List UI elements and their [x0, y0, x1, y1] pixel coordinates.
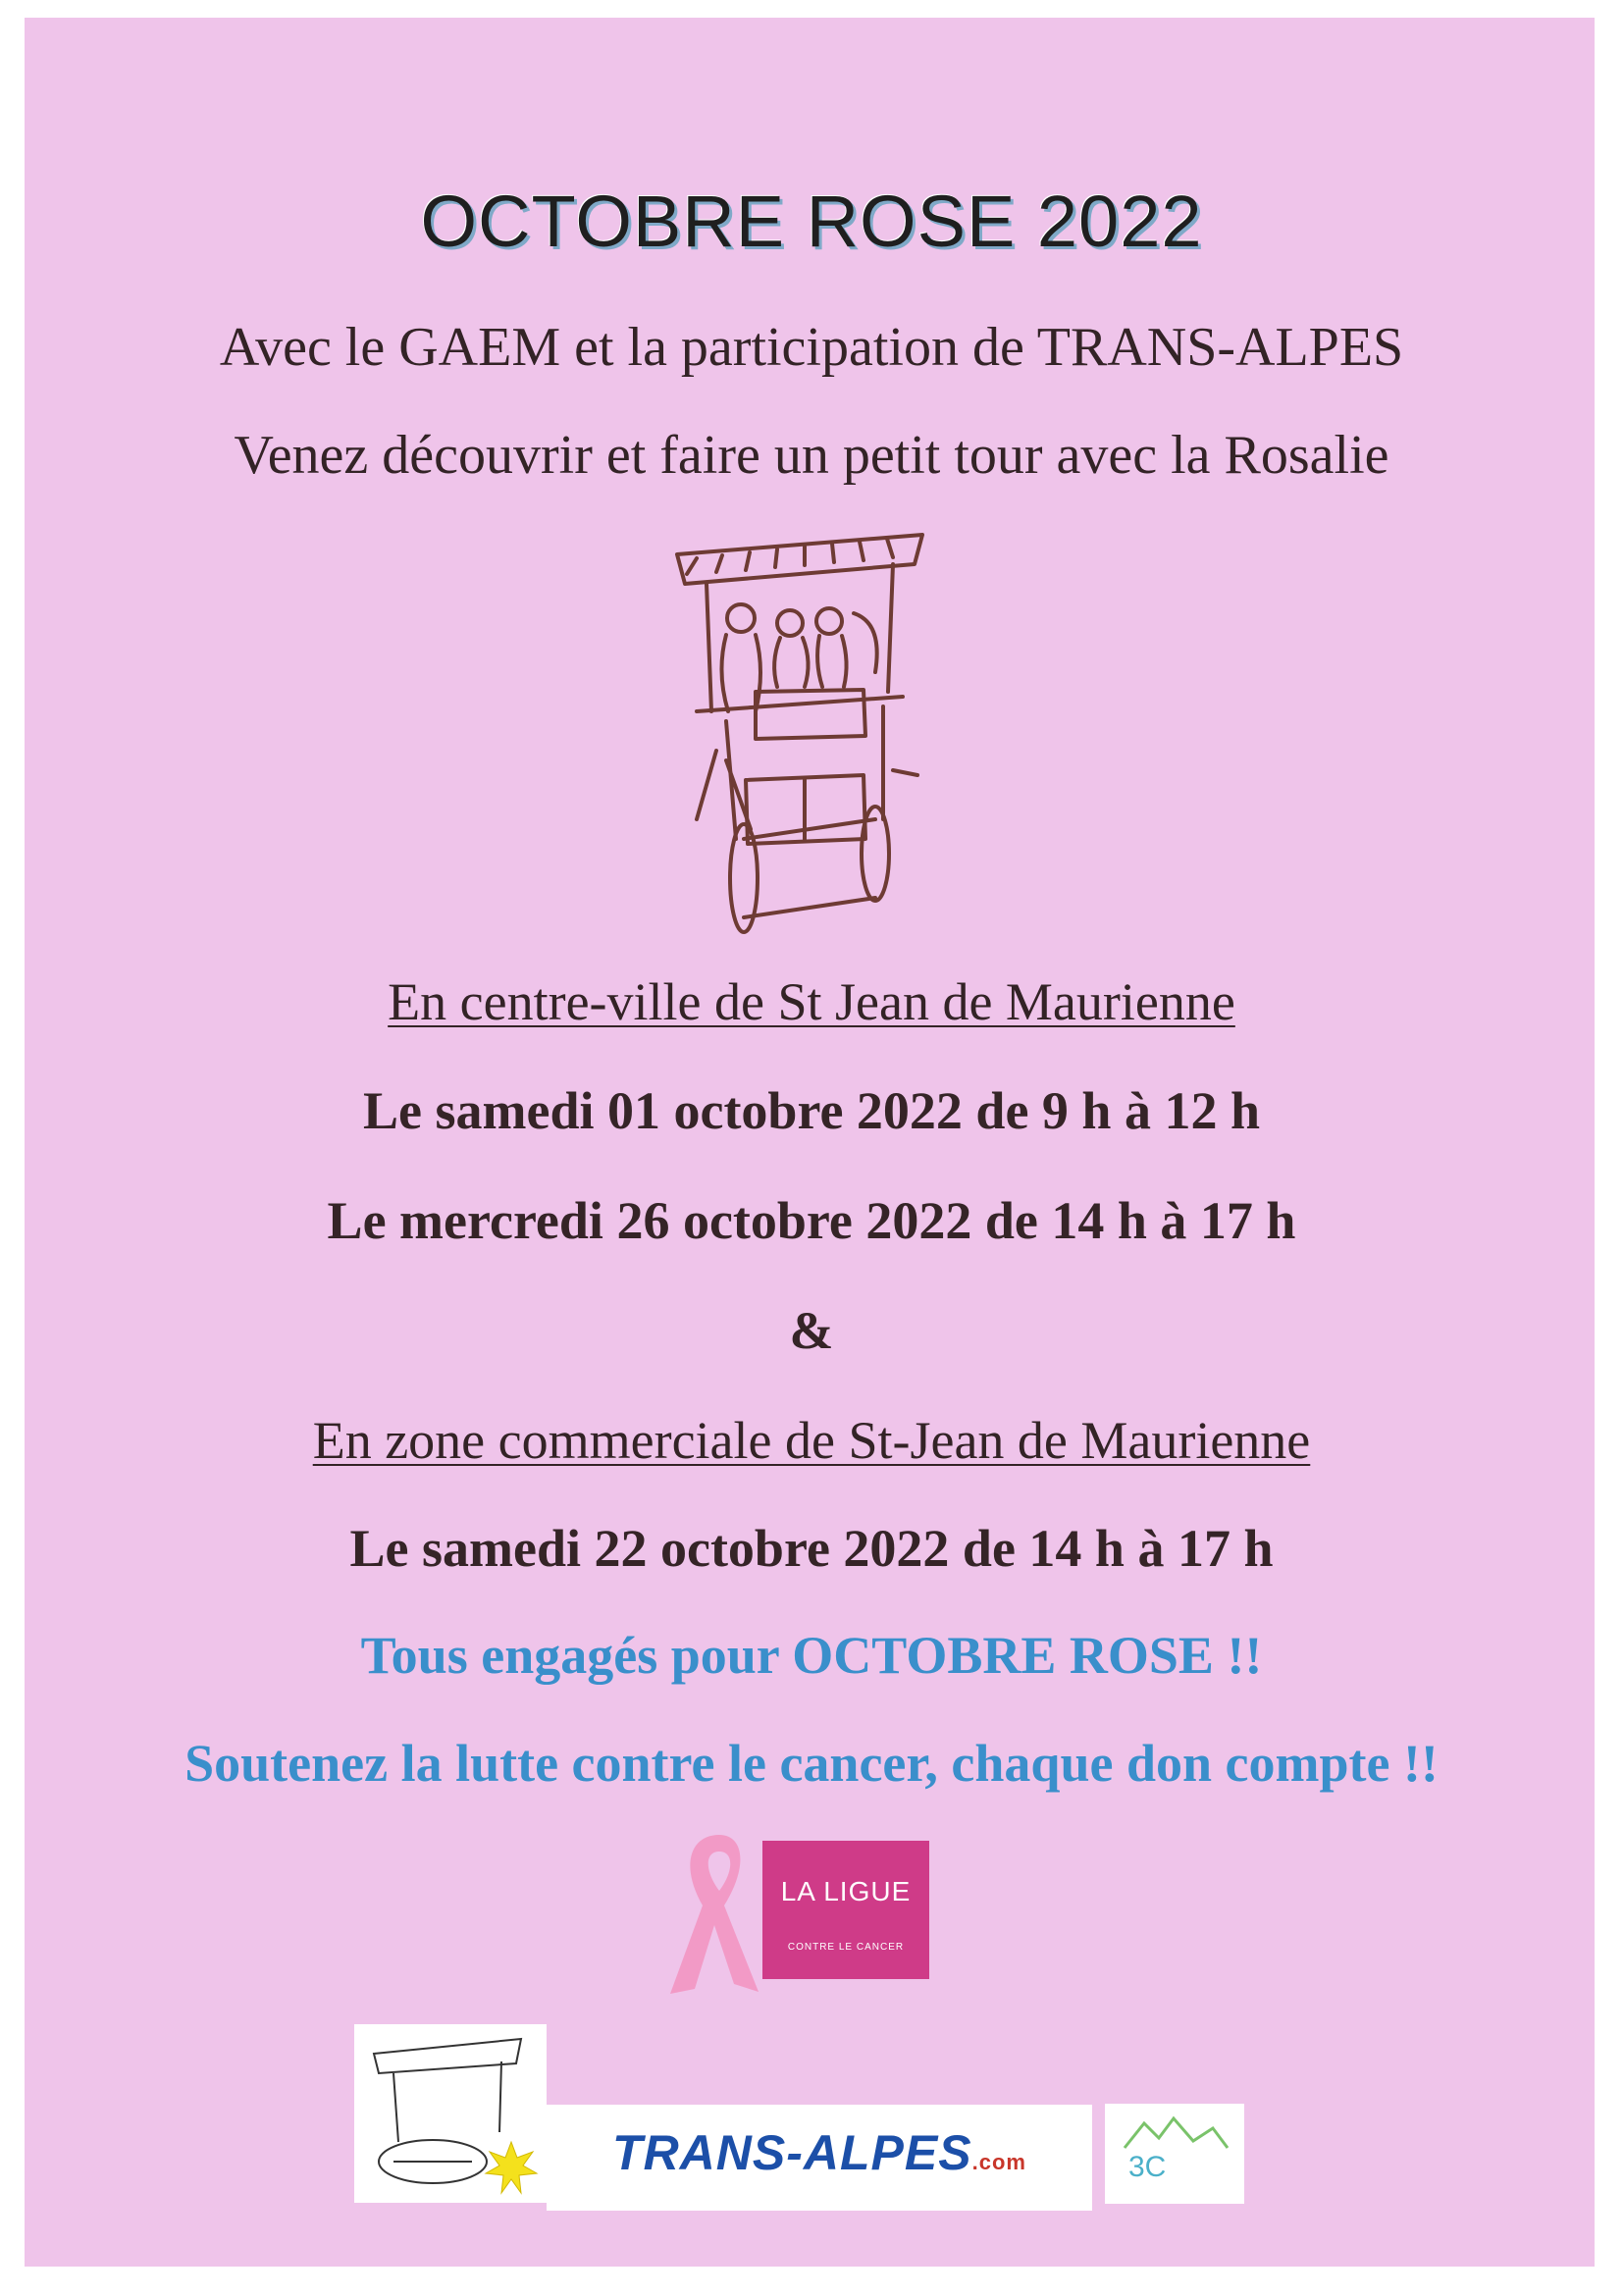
trans-alpes-suffix: .com: [971, 2150, 1026, 2174]
gaem-emblem-icon: [354, 2024, 547, 2203]
mountain-icon: [1105, 2104, 1244, 2204]
pink-ribbon-icon: [665, 1827, 763, 2004]
trans-alpes-logo: [547, 2105, 1092, 2211]
date-saturday-22: Le samedi 22 octobre 2022 de 14 h à 17 h: [349, 1519, 1274, 1578]
date-wednesday-26: Le mercredi 26 octobre 2022 de 14 h à 17 h: [327, 1191, 1296, 1250]
slogan-donate: Soutenez la lutte contre le cancer, chaque don compte !!: [184, 1734, 1439, 1793]
la-ligue-logo: [762, 1841, 929, 1979]
partner-3c-text: 3C: [1128, 2151, 1167, 2183]
ligue-subtitle: CONTRE LE CANCER: [787, 1942, 905, 1953]
gaem-logo: [354, 2024, 547, 2203]
partner-3c-logo: [1105, 2104, 1244, 2204]
date-saturday-01: Le samedi 01 octobre 2022 de 9 h à 12 h: [363, 1081, 1260, 1140]
ligue-name: LA LIGUE: [780, 1876, 912, 1906]
slogan-engaged: Tous engagés pour OCTOBRE ROSE !!: [360, 1626, 1263, 1685]
trans-alpes-wordmark: [547, 2124, 1092, 2181]
ampersand: &: [789, 1301, 834, 1360]
trans-alpes-name: TRANS-ALPES: [612, 2125, 972, 2180]
location-city-center: En centre-ville de St Jean de Maurienne: [388, 972, 1235, 1031]
poster-title: OCTOBRE ROSE 2022: [420, 181, 1203, 262]
intro-line-2: Venez découvrir et faire un petit tour avec la Rosalie: [234, 425, 1389, 486]
intro-line-1: Avec le GAEM et la participation de TRANS-ALPES: [219, 317, 1404, 378]
rosalie-illustration: [657, 525, 952, 947]
location-commercial-zone: En zone commerciale de St-Jean de Maurienne: [312, 1411, 1311, 1470]
